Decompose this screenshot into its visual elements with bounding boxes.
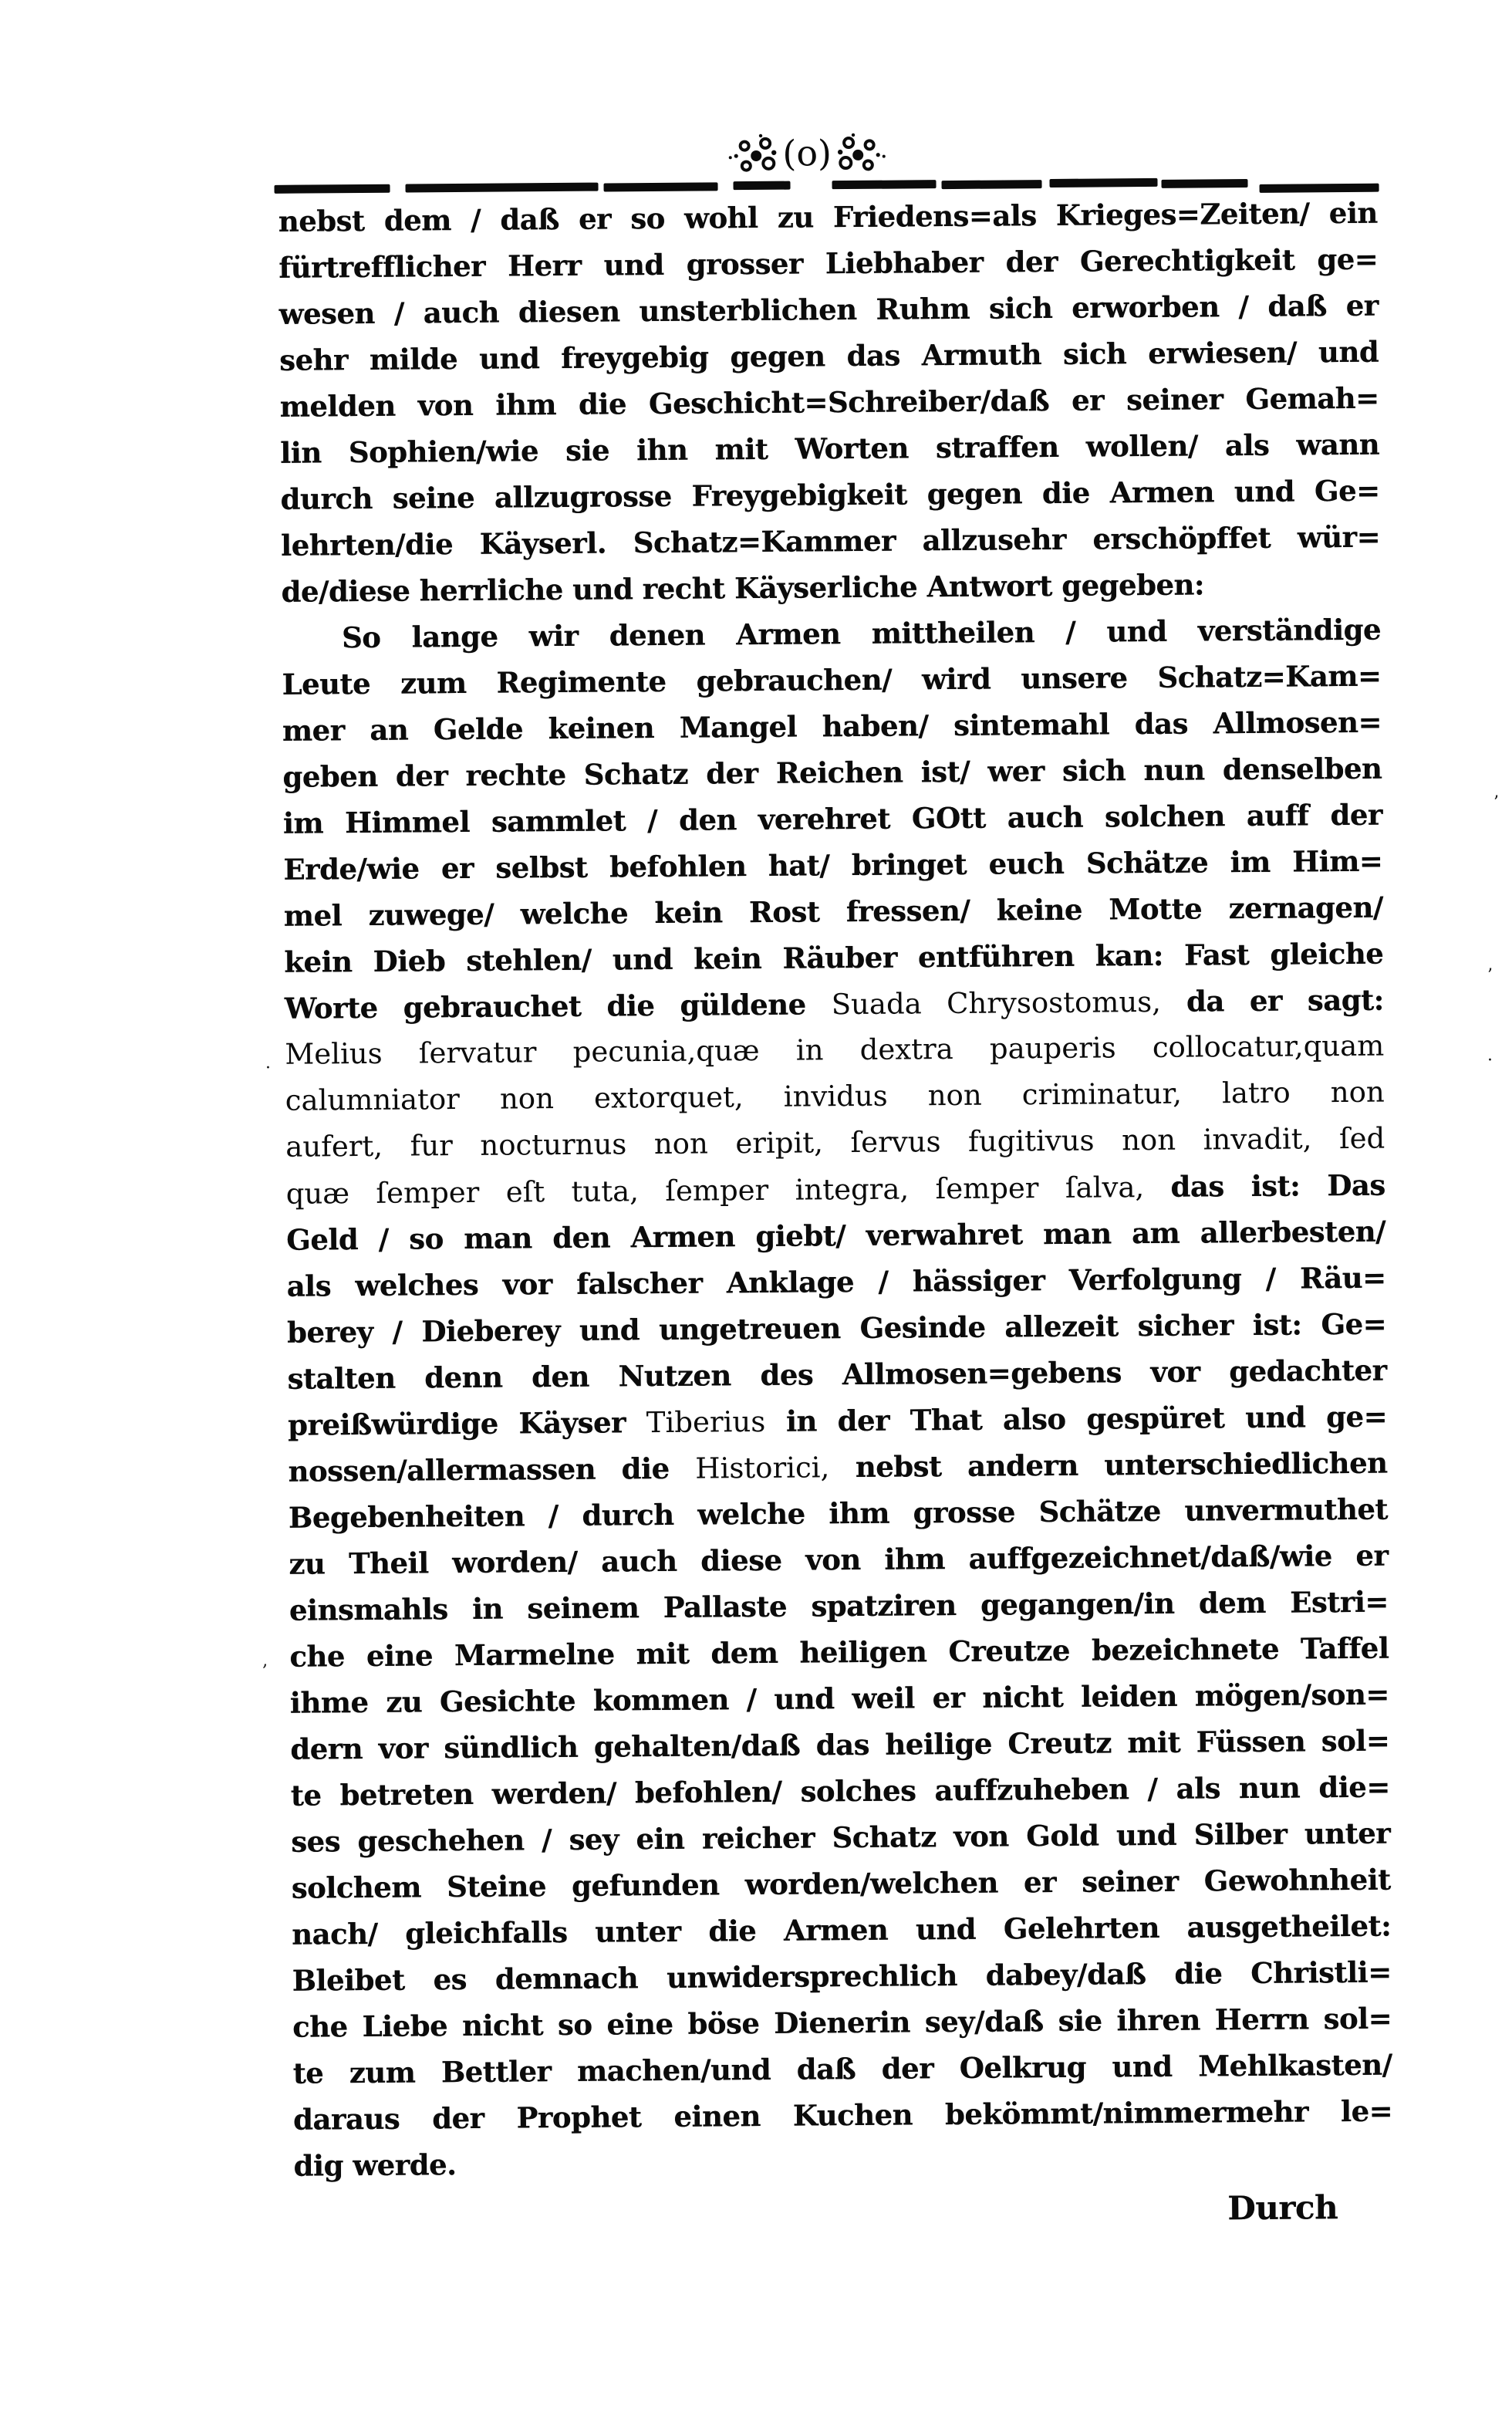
blackletter-text: stalten denn den Nutzen des Allmosen=gebens vor gedachter bbox=[287, 1353, 1387, 1396]
blackletter-text: te zum Bettler machen/und daß der Oelkrug und Mehlkasten/ bbox=[292, 2047, 1392, 2090]
blackletter-text: che eine Marmelne mit dem heiligen Creutze bezeichnete Taffel bbox=[289, 1630, 1389, 1674]
blackletter-text: Erde/wie er selbst befohlen hat/ bringet euch Schätze im Him= bbox=[283, 843, 1383, 887]
blackletter-text: mer an Gelde keinen Mangel haben/ sintemahl das Allmosen= bbox=[282, 704, 1382, 748]
head-rule bbox=[0, 0, 1505, 6]
blackletter-text: ihme zu Gesichte kommen / und weil er nicht leiden mögen/son= bbox=[289, 1677, 1390, 1720]
blackletter-text: Leute zum Regimente gebrauchen/ wird unsere Schatz=Kam= bbox=[282, 658, 1382, 701]
latin-text: aufert, fur nocturnus non eripit, ſervus fugitivus non invadit, ſed bbox=[285, 1121, 1385, 1164]
latin-text: Tiberius bbox=[646, 1404, 766, 1440]
latin-text: Historici, bbox=[695, 1451, 830, 1485]
text-line bbox=[286, 1208, 1385, 1263]
text-line bbox=[292, 1857, 1391, 1911]
blackletter-text: kein Dieb stehlen/ und kein Räuber entführen kan: Fast gleiche bbox=[284, 936, 1384, 979]
blackletter-text: das ist: Das bbox=[1170, 1167, 1385, 1204]
blackletter-text: de/diese herrliche und recht Käyserliche Antwort gegeben: bbox=[281, 567, 1205, 609]
text-line bbox=[284, 884, 1383, 939]
text-line bbox=[285, 977, 1384, 1032]
blackletter-text: mel zuwege/ welche kein Rost fressen/ keine Motte zernagen/ bbox=[283, 890, 1384, 933]
text-line bbox=[291, 1810, 1390, 1865]
text-line bbox=[292, 1949, 1392, 2004]
scan-speck: ’ bbox=[1487, 966, 1493, 985]
text-line bbox=[289, 1486, 1388, 1541]
blackletter-text: Geld / so man den Armen giebt/ verwahret man am allerbesten/ bbox=[286, 1214, 1386, 1257]
blackletter-text: preißwürdige Käyser bbox=[287, 1405, 646, 1442]
text-line bbox=[278, 190, 1378, 245]
text-line bbox=[286, 1162, 1385, 1217]
blackletter-text: nebst andern unterschiedlichen bbox=[829, 1445, 1388, 1485]
catchword-line bbox=[294, 2188, 1393, 2235]
floral-flourish-icon bbox=[729, 134, 777, 171]
blackletter-text: te betreten werden/ befohlen/ solches auffzuheben / als nun die= bbox=[290, 1769, 1391, 1813]
blackletter-text: lin Sophien/wie sie ihn mit Worten straffen wollen/ als wann bbox=[280, 427, 1380, 470]
text-line bbox=[281, 514, 1380, 569]
rule-segment bbox=[406, 183, 599, 193]
blackletter-text: da er sagt: bbox=[1160, 982, 1385, 1019]
blackletter-text: melden von ihm die Geschicht=Schreiber/daß er seiner Gemah= bbox=[279, 380, 1379, 424]
text-line bbox=[284, 931, 1383, 985]
latin-text: calumniator non extorquet, invidus non criminatur, latro non bbox=[285, 1075, 1385, 1117]
blackletter-text: ses geschehen / sey ein reicher Schatz von Gold und Silber unter bbox=[291, 1816, 1391, 1859]
blackletter-text: solchem Steine gefunden worden/welchen er seiner Gewohnheit bbox=[291, 1862, 1391, 1905]
text-line bbox=[282, 606, 1381, 661]
text-line bbox=[282, 745, 1382, 800]
scan-speck: · bbox=[265, 1059, 271, 1078]
rule-segment bbox=[733, 181, 790, 191]
text-line bbox=[293, 2134, 1392, 2189]
text-line bbox=[290, 1671, 1389, 1726]
rule-segment bbox=[1049, 178, 1157, 188]
rule-segment bbox=[604, 182, 718, 191]
blackletter-text: Bleibet es demnach unwidersprechlich dabey/daß die Christli= bbox=[292, 1955, 1392, 1998]
blackletter-text: wesen / auch diesen unsterblichen Ruhm sich erworben / daß er bbox=[278, 288, 1379, 331]
blackletter-text: So lange wir denen Armen mittheilen / und verständige bbox=[341, 612, 1382, 655]
blackletter-text: sehr milde und freygebig gegen das Armuth sich erwiesen/ und bbox=[279, 334, 1379, 377]
text-line bbox=[292, 1995, 1392, 2050]
rule-segment bbox=[275, 184, 390, 194]
text-line bbox=[291, 1764, 1390, 1819]
blackletter-text: daraus der Prophet einen Kuchen bekömmt/nimmermehr le= bbox=[293, 2093, 1393, 2137]
text-line bbox=[288, 1394, 1387, 1448]
text-line bbox=[280, 375, 1379, 430]
text-line bbox=[282, 699, 1382, 754]
blackletter-text: im Himmel sammlet / den verehret GOtt auch solchen auff der bbox=[282, 797, 1383, 840]
blackletter-text: nebst dem / daß er so wohl zu Friedens=als Krieges=Zeiten/ ein bbox=[278, 195, 1379, 238]
text-line bbox=[286, 1255, 1385, 1309]
text-line bbox=[289, 1625, 1389, 1680]
blackletter-text: geben der rechte Schatz der Reichen ist/ wer sich nun denselben bbox=[282, 751, 1382, 794]
text-line bbox=[292, 2042, 1392, 2097]
scan-speck: · bbox=[1487, 1051, 1493, 1070]
blackletter-text: fürtrefflicher Herr und grosser Liebhaber der Gerechtigkeit ge= bbox=[278, 242, 1379, 285]
text-line bbox=[287, 1301, 1386, 1356]
text-line bbox=[288, 1440, 1387, 1495]
ornament-center-glyph: (o) bbox=[782, 132, 832, 174]
blackletter-text: Begebenheiten / durch welche ihm grosse Schätze unvermuthet bbox=[288, 1492, 1389, 1535]
text-line bbox=[280, 421, 1379, 476]
header-ornament bbox=[725, 129, 889, 181]
blackletter-text: zu Theil worden/ auch diese von ihm auffgezeichnet/daß/wie er bbox=[289, 1538, 1389, 1581]
blackletter-text: als welches vor falscher Anklage / hässiger Verfolgung / Räu= bbox=[286, 1260, 1386, 1303]
text-line bbox=[293, 2088, 1392, 2143]
latin-text: quæ ſemper eſt tuta, ſemper integra, ſemper ſalva, bbox=[285, 1170, 1171, 1211]
text-line bbox=[283, 792, 1382, 846]
text-line bbox=[279, 329, 1379, 383]
text-line bbox=[285, 1069, 1385, 1124]
text-line bbox=[289, 1532, 1388, 1587]
rule-segment bbox=[1161, 179, 1247, 188]
blackletter-text: dern vor sündlich gehalten/daß das heilige Creutz mit Füssen sol= bbox=[290, 1723, 1390, 1766]
text-line bbox=[280, 468, 1379, 522]
text-line bbox=[281, 560, 1380, 615]
scan-speck: ’ bbox=[1493, 793, 1499, 813]
rule-segment bbox=[941, 180, 1041, 189]
blackletter-text: dig werde. bbox=[293, 2147, 457, 2183]
text-line bbox=[289, 1579, 1389, 1634]
blackletter-text: che Liebe nicht so eine böse Dienerin sey/daß sie ihren Herrn sol= bbox=[292, 2001, 1392, 2044]
blackletter-text: nach/ gleichfalls unter die Armen und Gelehrten ausgetheilet: bbox=[292, 1908, 1392, 1951]
blackletter-text: in der That also gespüret und ge= bbox=[765, 1399, 1388, 1438]
text-line bbox=[283, 838, 1382, 893]
text-line bbox=[292, 1903, 1391, 1958]
text-line bbox=[279, 282, 1379, 337]
blackletter-text: lehrten/die Käyserl. Schatz=Kammer allzusehr erschöpffet wür= bbox=[281, 519, 1381, 563]
blackletter-text: einsmahls in seinem Pallaste spatziren gegangen/in dem Estri= bbox=[289, 1584, 1389, 1627]
scan-speck: ‚ bbox=[262, 1651, 268, 1671]
latin-text: Suada Chrysostomus, bbox=[831, 985, 1162, 1022]
blackletter-text: berey / Dieberey und ungetreuen Gesinde allezeit sicher ist: Ge= bbox=[287, 1306, 1387, 1350]
catchword: Durch bbox=[1227, 2188, 1338, 2228]
text-line bbox=[282, 653, 1381, 708]
blackletter-text: durch seine allzugrosse Freygebigkeit gegen die Armen und Ge= bbox=[280, 473, 1380, 516]
text-line bbox=[285, 1023, 1384, 1078]
text-line bbox=[278, 236, 1378, 291]
text-block bbox=[278, 190, 1393, 2189]
text-line bbox=[290, 1718, 1389, 1772]
blackletter-text: Worte gebrauchet die güldene bbox=[284, 987, 832, 1025]
text-line bbox=[285, 1116, 1385, 1171]
text-line bbox=[287, 1347, 1386, 1402]
rule-segment bbox=[832, 180, 936, 189]
blackletter-text: nossen/allermassen die bbox=[288, 1451, 696, 1488]
latin-text: Melius ſervatur pecunia,quæ in dextra pauperis collocatur,quam bbox=[285, 1029, 1385, 1071]
